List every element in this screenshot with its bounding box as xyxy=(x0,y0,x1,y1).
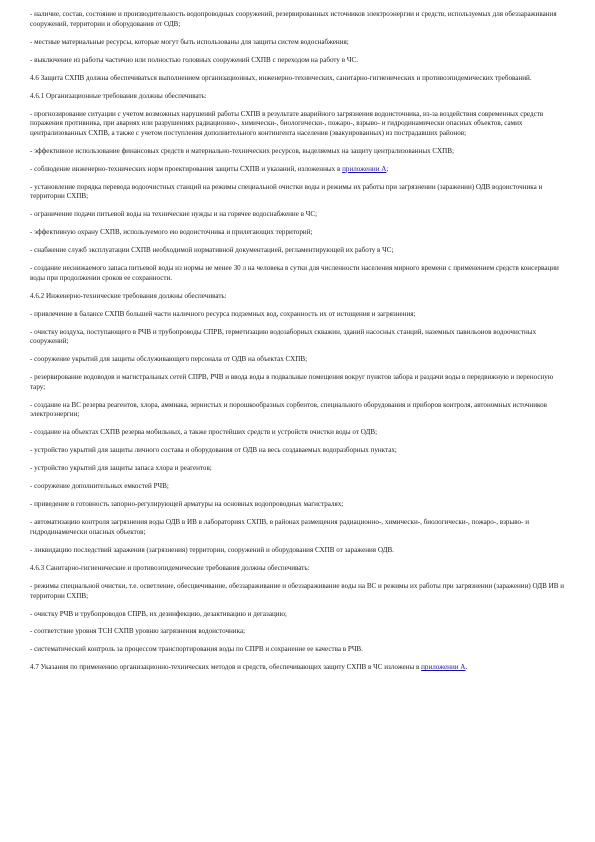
paragraph-text: - резервирование водоводов и магистральных сетей СПРВ, РЧВ и ввода воды в подвальные помещения вокруг пунктов забора и раздачи воды в передвижную и переносную тару; xyxy=(30,373,554,391)
appendix-link[interactable]: приложении А xyxy=(421,663,466,672)
document-paragraph xyxy=(30,446,570,456)
paragraph-text: - соответствие уровня ТСН СХПВ уровню загрязнения водоисточника; xyxy=(30,627,246,636)
paragraph-text: - приведение в готовность запорно-регулирующей арматуры на основных водопроводных магистралях; xyxy=(30,500,344,509)
paragraph-text: - устройство укрытий для защиты запаса хлора и реагентов; xyxy=(30,464,212,473)
document-paragraph xyxy=(30,355,570,365)
document-paragraph xyxy=(30,147,570,157)
appendix-link[interactable]: приложении А xyxy=(342,164,387,173)
paragraph-text: - привлечение в балансе СХПВ большей части наличного ресурса подземных вод, сохранность их от истощения и загрязнения; xyxy=(30,309,416,318)
paragraph-text: - выключение из работы частично или полностью головных сооружений СХПВ с переходом на работу в ЧС. xyxy=(30,55,358,64)
document-paragraph xyxy=(30,428,570,438)
document-paragraph xyxy=(30,310,570,320)
paragraph-text: - снабжение служб эксплуатации СХПВ необходимой нормативной документацией, регламентирующей их работу в ЧС; xyxy=(30,246,394,255)
document-paragraph xyxy=(30,546,570,556)
document-paragraph xyxy=(30,464,570,474)
document-paragraph xyxy=(30,183,570,202)
paragraph-text: - установление порядка перевода водоочистных станций на режимы специальной очистки воды и режимы их работы при загрязнении (заражении) ОДВ водоисточника и территории СХПВ; xyxy=(30,182,543,201)
paragraph-text: - сооружение дополнительных емкостей РЧВ; xyxy=(30,482,169,491)
paragraph-text: - создание неснижаемого запаса питьевой воды из нормы не менее 30 л на человека в сутки для численности населения мирного времени с применением средств консервации воды при продолжении сроков ее сохранности. xyxy=(30,264,559,282)
paragraph-text: - сооружение укрытий для защиты обслуживающего персонала от ОДВ на объектах СХПВ; xyxy=(30,355,308,364)
document-paragraph xyxy=(30,210,570,220)
document-paragraph xyxy=(30,110,570,139)
paragraph-text: - очистку РЧВ и трубопроводов СПРВ, их дезинфекцию, дезактивацию и дегазацию; xyxy=(30,609,287,618)
paragraph-text: - эффективное использование финансовых средств и материально-технических ресурсов, выделяемых на защиту централизованных СХПВ; xyxy=(30,146,454,155)
document-paragraph xyxy=(30,74,570,84)
paragraph-text: - ликвидацию последствий заражения (загрязнения) территории, сооружений и оборудования СХПВ от заражения ОДВ. xyxy=(30,545,394,554)
document-paragraph xyxy=(30,246,570,256)
document-paragraph xyxy=(30,518,570,537)
document-paragraph xyxy=(30,627,570,637)
document-paragraph xyxy=(30,56,570,66)
paragraph-text: 4.7 Указания по применению организационно-технических методов и средств, обеспечивающих защиту СХПВ в ЧС изложены в xyxy=(30,663,422,672)
document-paragraph xyxy=(30,165,570,175)
document-paragraph xyxy=(30,610,570,620)
paragraph-text: - эффективную охрану СХПВ, используемого ею водоисточника и прилегающих территорий; xyxy=(30,228,313,237)
paragraph-text: - наличие, состав, состояние и производительность водопроводных сооружений, резервированных источников электроэнергии и средств, используемых для обеззараживания сооружений, территории и оборудования от ОДВ; xyxy=(30,10,557,28)
paragraph-text: - ограничение подачи питьевой воды на технические нужды и на горячее водоснабжение в ЧС; xyxy=(30,210,318,219)
document-paragraph xyxy=(30,228,570,238)
document-page xyxy=(30,10,570,681)
document-paragraph xyxy=(30,482,570,492)
paragraph-text: - создание на ВС резерва реагентов, хлора, аммиака, зернистых и порошкообразных сорбентов, специального оборудования и приборов контроля, автономных источников электроэнергии; xyxy=(30,400,547,419)
paragraph-punctuation: . xyxy=(465,663,468,672)
document-paragraph xyxy=(30,663,570,673)
paragraph-punctuation: ; xyxy=(386,164,389,173)
paragraph-text: 4.6.3 Санитарно-гигиенические и противоэпидемические требования должны обеспечивать: xyxy=(30,563,310,572)
paragraph-text: - создание на объектах СХПВ резерва мобильных, а также простейших средств и устройств очистки воды от ОДВ; xyxy=(30,428,378,437)
document-paragraph xyxy=(30,328,570,347)
document-paragraph xyxy=(30,564,570,574)
paragraph-text: - автоматизацию контроля загрязнения воды ОДВ в ИВ в лабораториях СХПВ, в районах размещения радиационно-, химически-, биологически-, пожаро-, взрыво- и гидродинамически опасных объектов; xyxy=(30,518,529,536)
document-paragraph xyxy=(30,645,570,655)
paragraph-text: 4.6 Защита СХПВ должна обеспечиваться выполнением организационных, инженерно-технических, санитарно-гигиенических и противоэпидемических требований. xyxy=(30,73,532,82)
paragraph-text: - устройство укрытий для защиты личного состава и оборудования от ОДВ на весь создаваемых водоразборных пунктах; xyxy=(30,446,397,455)
paragraph-text: - прогнозирование ситуации с учетом возможных нарушений работы СХПВ в результате аварийного загрязнения водоисточника, из-за воздействия современных средств поражения противника, при авариях или разрушениях радиационно-, химически-, биологически-, пожаро-, взрыво- и гидродинамически опасных объектов, самих централизованных СХПВ, а также с учетом поступления дополнительного контингента населения (эвакуированных) из пострадавших районов; xyxy=(30,109,544,137)
document-paragraph xyxy=(30,92,570,102)
paragraph-text: - соблюдение инженерно-технических норм проектирования защиты СХПВ и указаний, изложенных в xyxy=(30,164,343,173)
paragraph-text: 4.6.1 Организационные требования должны обеспечивать: xyxy=(30,91,207,100)
document-paragraph xyxy=(30,373,570,392)
paragraph-text: - местные материальные ресурсы, которые могут быть использованы для защиты систем водоснабжения; xyxy=(30,37,349,46)
document-paragraph xyxy=(30,582,570,601)
document-paragraph xyxy=(30,401,570,420)
paragraph-text: 4.6.2 Инженерно-технические требования должны обеспечивать: xyxy=(30,291,227,300)
document-paragraph xyxy=(30,264,570,283)
paragraph-text: - систематический контроль за процессом транспортирования воды по СПРВ и сохранение ее качества в РЧВ. xyxy=(30,645,363,654)
paragraph-text: - режимы специальной очистки, т.е. осветление, обесцвечивание, обеззараживание и обеззараживание воды на ВС и режимы их работы при загрязнении (заражении) ОДВ ИВ и территории СХПВ; xyxy=(30,581,565,600)
document-paragraph xyxy=(30,10,570,29)
document-paragraph xyxy=(30,500,570,510)
document-paragraph xyxy=(30,292,570,302)
document-paragraph xyxy=(30,38,570,48)
paragraph-text: - очистку воздуха, поступающего в РЧВ и трубопроводы СПРВ, герметизацию водозаборных скважин, зданий насосных станций, наземных павильонов водоочистных сооружений; xyxy=(30,327,537,346)
